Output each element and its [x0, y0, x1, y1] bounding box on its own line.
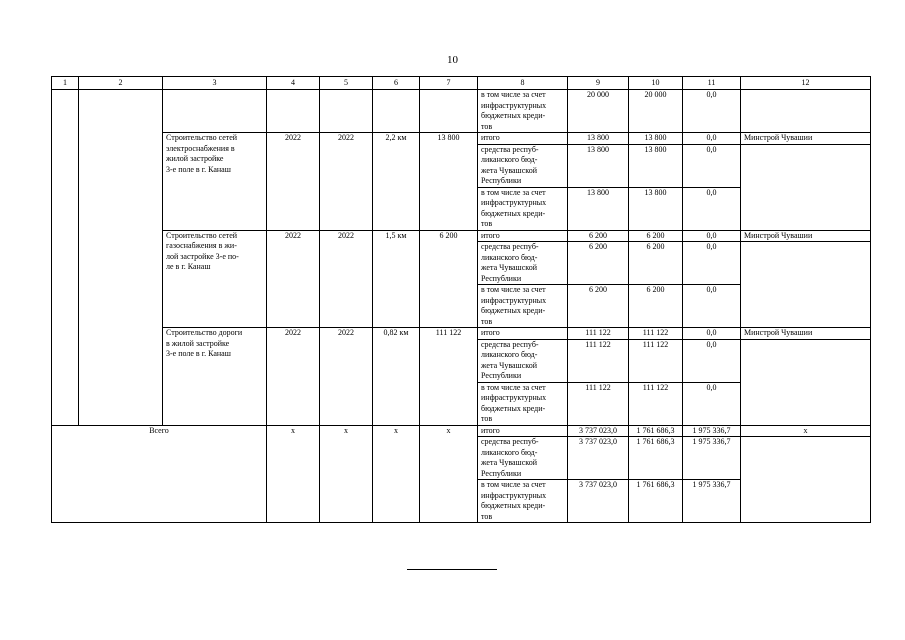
table-row [52, 90, 871, 133]
amount-year-1: 6 200 [629, 242, 683, 285]
funding-source-label: средства респуб- ликанского бюд- жета Чувашской Республики [478, 242, 568, 285]
total-label: Всего [52, 425, 267, 523]
total-col-6: х [373, 425, 420, 523]
col-header-12: 12 [741, 77, 871, 90]
project-cost: 13 800 [420, 133, 478, 231]
empty-cell [741, 90, 871, 133]
amount-year-1: 13 800 [629, 144, 683, 187]
amount-year-1: 111 122 [629, 328, 683, 340]
project-capacity: 2,2 км [373, 133, 420, 231]
amount-year-1: 6 200 [629, 285, 683, 328]
empty-cell [163, 90, 267, 133]
investment-table [51, 76, 871, 523]
col-header-11: 11 [683, 77, 741, 90]
table-row [52, 328, 871, 340]
amount-total: 3 737 023,0 [568, 425, 629, 437]
amount-total: 3 737 023,0 [568, 480, 629, 523]
amount-year-2: 0,0 [683, 382, 741, 425]
funding-source-label: средства респуб- ликанского бюд- жета Чувашской Республики [478, 144, 568, 187]
column-number-row [52, 77, 871, 90]
amount-total: 13 800 [568, 144, 629, 187]
funding-source-label: в том числе за счет инфраструктурных бюджетных креди- тов [478, 187, 568, 230]
amount-year-2: 0,0 [683, 90, 741, 133]
col-header-10: 10 [629, 77, 683, 90]
funding-source-label: итого [478, 425, 568, 437]
funding-source-label: в том числе за счет инфраструктурных бюджетных креди- тов [478, 285, 568, 328]
total-col-4: х [267, 425, 320, 523]
amount-year-2: 1 975 336,7 [683, 437, 741, 480]
project-end-year: 2022 [320, 230, 373, 328]
amount-total: 6 200 [568, 242, 629, 285]
amount-total: 111 122 [568, 382, 629, 425]
total-col-7: х [420, 425, 478, 523]
total-col-5: х [320, 425, 373, 523]
amount-year-2: 1 975 336,7 [683, 425, 741, 437]
project-name: Строительство дороги в жилой застройке 3-е поле в г. Канаш [163, 328, 267, 426]
amount-year-2: 0,0 [683, 230, 741, 242]
empty-cell [420, 90, 478, 133]
amount-total: 6 200 [568, 285, 629, 328]
funding-source-label: в том числе за счет инфраструктурных бюджетных креди- тов [478, 480, 568, 523]
col-header-8: 8 [478, 77, 568, 90]
amount-total: 111 122 [568, 328, 629, 340]
project-end-year: 2022 [320, 328, 373, 426]
project-start-year: 2022 [267, 133, 320, 231]
col-header-3: 3 [163, 77, 267, 90]
funding-source-label: в том числе за счет инфраструктурных бюджетных креди- тов [478, 90, 568, 133]
project-start-year: 2022 [267, 230, 320, 328]
amount-year-1: 13 800 [629, 187, 683, 230]
project-name: Строительство сетей газоснабжения в жи- лой застройке 3-е по- ле в г. Канаш [163, 230, 267, 328]
amount-year-1: 111 122 [629, 382, 683, 425]
amount-total: 13 800 [568, 133, 629, 145]
project-executor: Минстрой Чувашии [741, 230, 871, 242]
amount-year-2: 0,0 [683, 242, 741, 285]
col-header-7: 7 [420, 77, 478, 90]
project-start-year: 2022 [267, 328, 320, 426]
amount-year-1: 13 800 [629, 133, 683, 145]
amount-year-1: 6 200 [629, 230, 683, 242]
col-header-6: 6 [373, 77, 420, 90]
total-row [52, 425, 871, 437]
empty-cell [741, 339, 871, 425]
project-name: Строительство сетей электроснабжения в жилой застройке 3-е поле в г. Канаш [163, 133, 267, 231]
funding-source-label: итого [478, 230, 568, 242]
project-executor: Минстрой Чувашии [741, 328, 871, 340]
empty-cell [267, 90, 320, 133]
project-end-year: 2022 [320, 133, 373, 231]
amount-year-2: 0,0 [683, 285, 741, 328]
table-row [52, 133, 871, 145]
funding-source-label: средства респуб- ликанского бюд- жета Чувашской Республики [478, 437, 568, 480]
amount-year-1: 1 761 686,3 [629, 480, 683, 523]
col-header-5: 5 [320, 77, 373, 90]
group-name-cell [79, 90, 163, 426]
amount-total: 6 200 [568, 230, 629, 242]
amount-total: 111 122 [568, 339, 629, 382]
project-cost: 6 200 [420, 230, 478, 328]
empty-cell [741, 437, 871, 523]
col-header-1: 1 [52, 77, 79, 90]
project-capacity: 0,82 км [373, 328, 420, 426]
amount-total: 20 000 [568, 90, 629, 133]
col-header-9: 9 [568, 77, 629, 90]
amount-year-1: 111 122 [629, 339, 683, 382]
amount-year-2: 0,0 [683, 144, 741, 187]
empty-cell [741, 242, 871, 328]
amount-year-1: 20 000 [629, 90, 683, 133]
empty-cell [373, 90, 420, 133]
project-cost: 111 122 [420, 328, 478, 426]
empty-cell [741, 144, 871, 230]
amount-year-2: 0,0 [683, 133, 741, 145]
project-capacity: 1,5 км [373, 230, 420, 328]
amount-year-2: 0,0 [683, 339, 741, 382]
amount-year-1: 1 761 686,3 [629, 425, 683, 437]
funding-source-label: средства респуб- ликанского бюд- жета Чувашской Республики [478, 339, 568, 382]
page-number: 10 [447, 54, 458, 66]
amount-year-1: 1 761 686,3 [629, 437, 683, 480]
empty-cell [320, 90, 373, 133]
table-row [52, 230, 871, 242]
funding-source-label: итого [478, 328, 568, 340]
total-col-12: х [741, 425, 871, 437]
amount-year-2: 0,0 [683, 187, 741, 230]
funding-source-label: итого [478, 133, 568, 145]
amount-year-2: 1 975 336,7 [683, 480, 741, 523]
project-executor: Минстрой Чувашии [741, 133, 871, 145]
funding-source-label: в том числе за счет инфраструктурных бюджетных креди- тов [478, 382, 568, 425]
amount-year-2: 0,0 [683, 328, 741, 340]
col-header-2: 2 [79, 77, 163, 90]
amount-total: 13 800 [568, 187, 629, 230]
footnote-separator [407, 569, 497, 570]
col-header-4: 4 [267, 77, 320, 90]
group-number-cell [52, 90, 79, 426]
amount-total: 3 737 023,0 [568, 437, 629, 480]
